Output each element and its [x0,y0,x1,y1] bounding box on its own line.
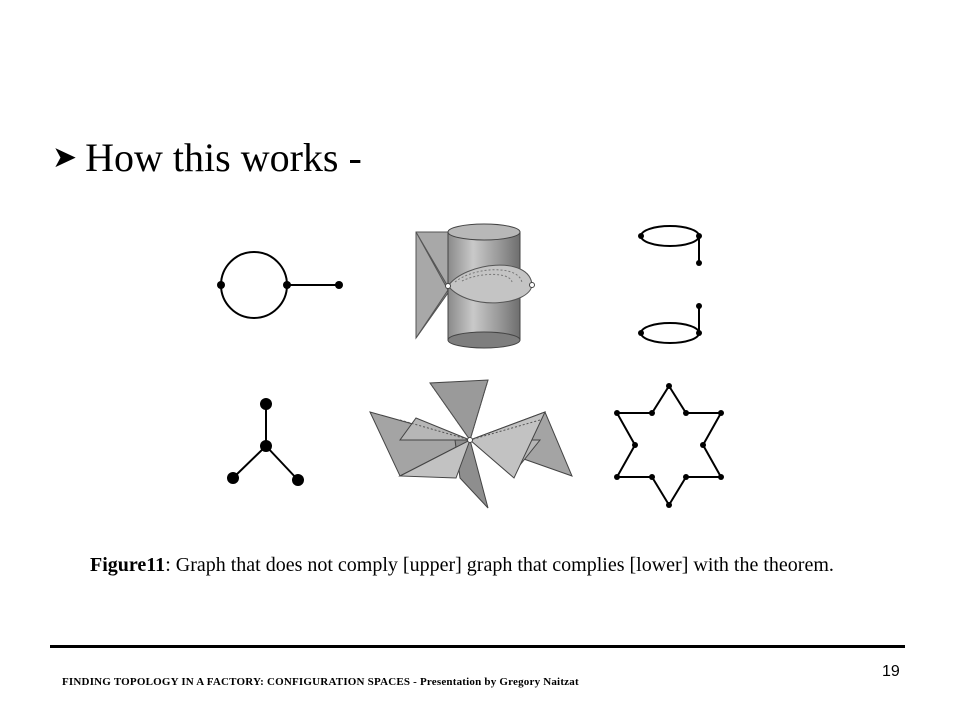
footer-divider [50,645,905,648]
star-configuration-space [370,380,572,508]
cylinder-configuration-space [416,224,535,348]
arrow-bullet-icon: ➤ [52,140,78,175]
figure-caption [90,545,850,585]
graph-two-components [638,226,702,343]
caption-label: Figure11 [90,554,166,576]
graph-y-shape [227,398,304,486]
graph-circle-with-tail [217,252,343,318]
caption-text: : Graph that does not comply [upper] graph that complies [lower] with the theorem. [165,554,834,576]
graph-hexagram [614,383,724,508]
heading-text: How this works - [85,135,362,180]
footer-text: FINDING TOPOLOGY IN A FACTORY: CONFIGURATION SPACES - Presentation by Gregory Naitzat [62,676,579,688]
page-number: 19 [882,663,900,680]
